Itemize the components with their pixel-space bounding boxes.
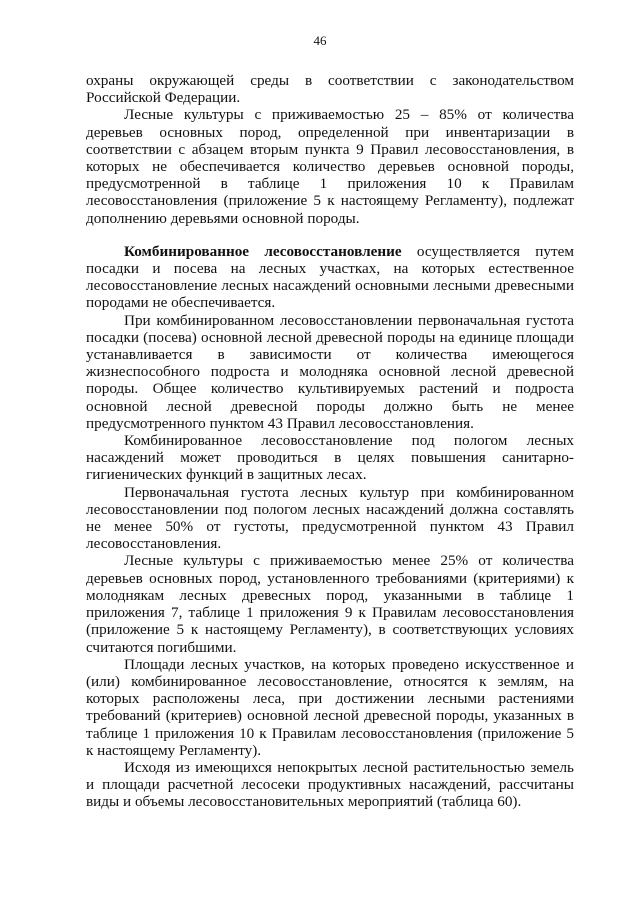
paragraph-9: Исходя из имеющихся непокрытых лесной растительностью земель и площади расчетной лесосеки продуктивных насаждений, рассчитаны виды и объемы лесовосстановительных мероприятий (таблица 60).	[86, 758, 574, 811]
paragraph-1: охраны окружающей среды в соответствии с законодательством Российской Федерации.	[86, 72, 574, 107]
paragraph-5: Комбинированное лесовосстановление под пологом лесных насаждений может проводиться в целях повышения санитарно-гигиенических функций в защитных лесах.	[86, 432, 574, 484]
paragraph-3	[86, 243, 574, 312]
paragraph-8: Площади лесных участков, на которых проведено искусственное и (или) комбинированное лесовосстановление, относятся к землям, на которых расположены леса, при достижении лесными растениями требований (критериев) основной лесной древесной породы, указанных в таблице 1 приложения 10 к Правилам лесовосстановления (приложение 5 к настоящему Регламенту).	[86, 655, 574, 759]
paragraph-4: При комбинированном лесовосстановлении первоначальная густота посадки (посева) основной лесной древесной породы на единице площади устанавливается в зависимости от количества имеющегося жизнеспособного подроста и молодняка основной лесной древесной породы. Общее количество культивируемых растений и подроста основной лесной древесной породы должно быть не менее предусмотренного пунктом 43 Правил лесовосстановления.	[86, 311, 574, 432]
paragraph-2: Лесные культуры с приживаемостью 25 – 85% от количества деревьев основных пород, определенной при инвентаризации в соответствии с абзацем вторым пункта 9 Правил лесовосстановления, в которых не обеспечивается количество деревьев основной породы, предусмотренной в таблице 1 приложения 10 к Правилам лесовосстановления (приложение 5 к настоящему Регламенту), подлежат дополнению деревьями основной породы.	[86, 106, 574, 227]
body-text	[86, 72, 574, 811]
paragraph-3-text: осуществляется путем посадки и посева на лесных участках, на которых естественное лесовосстановление лесных насаждений основными лесными древесными породами не обеспечивается.	[86, 242, 574, 312]
page-number: 46	[313, 33, 327, 48]
paragraph-6: Первоначальная густота лесных культур при комбинированном лесовосстановлении под пологом лесных насаждений должна составлять не менее 50% от густоты, предусмотренной пунктом 43 Правил лесовосстановления.	[86, 483, 574, 553]
paragraph-7: Лесные культуры с приживаемостью менее 25% от количества деревьев основных пород, установленного требованиями (критериями) к молоднякам лесных древесных пород, указанными в таблице 1 приложения 7, таблице 1 приложения 9 к Правилам лесовосстановления (приложение 5 к настоящему Регламенту), в соответствующих условиях считаются погибшими.	[86, 552, 574, 656]
bold-term: Комбинированное лесовосстановление	[124, 242, 402, 260]
